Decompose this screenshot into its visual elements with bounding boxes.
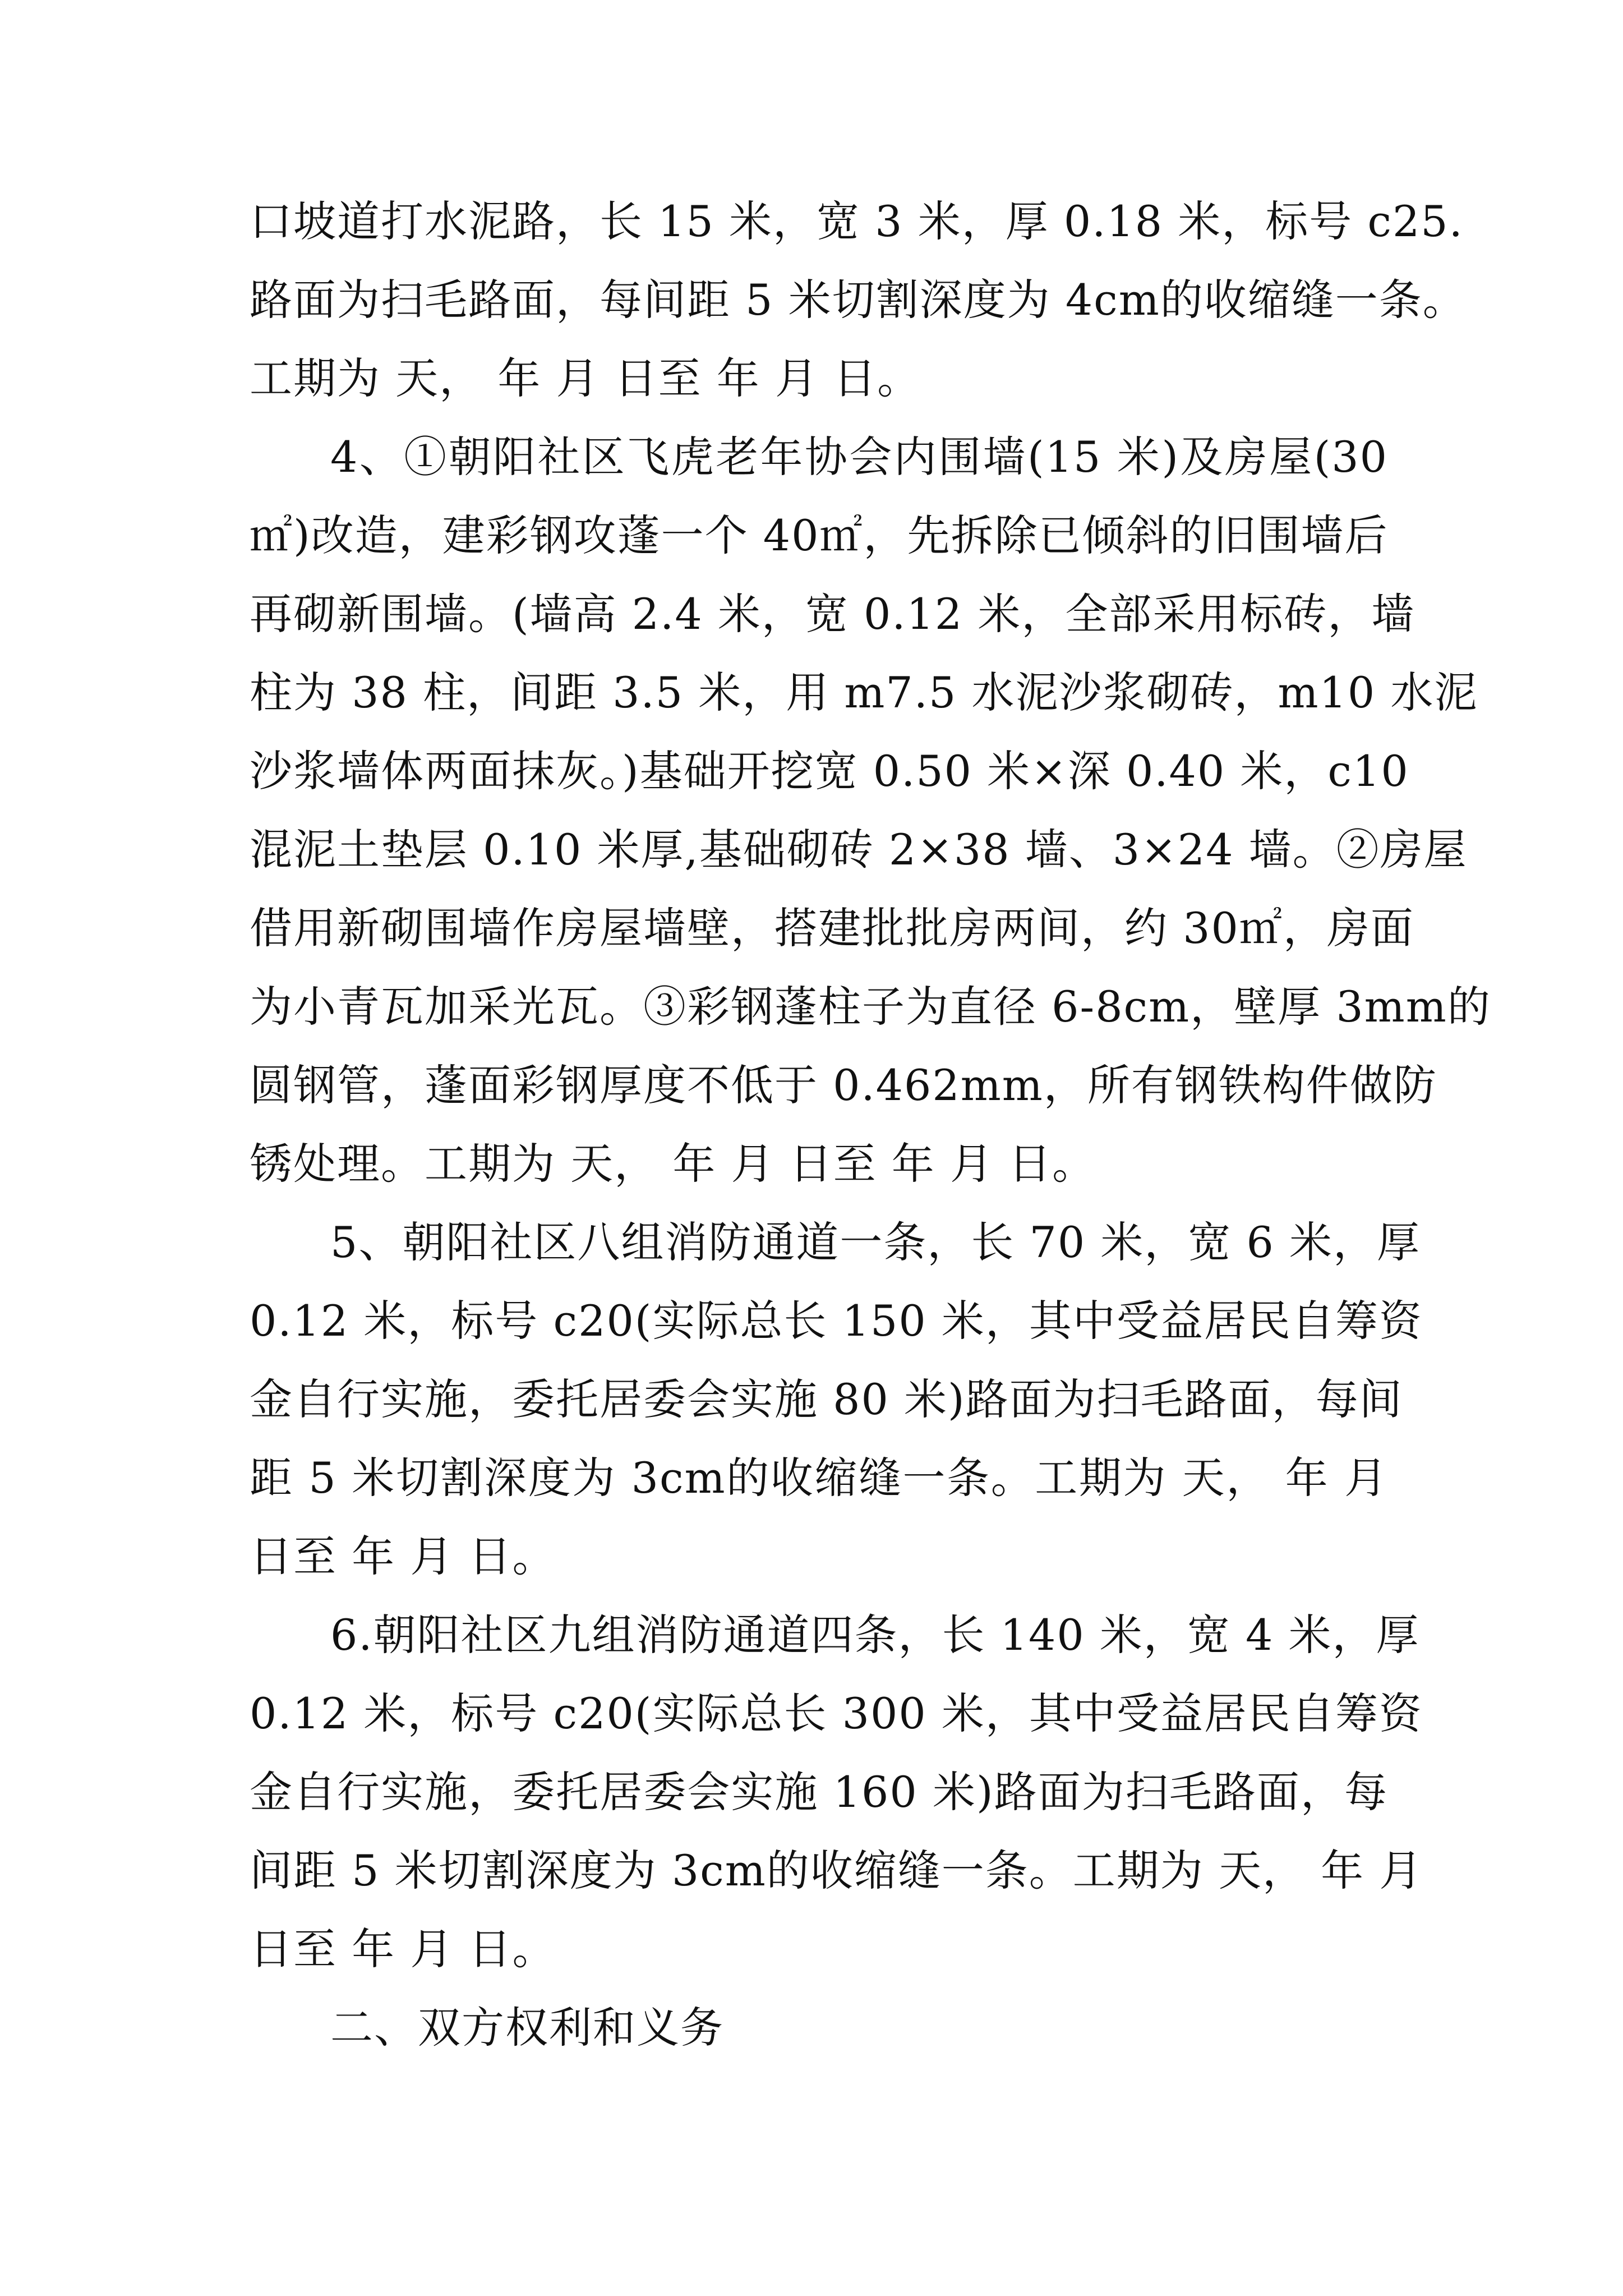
section-heading: 二、双方权利和义务 xyxy=(330,2003,724,2053)
text-line: 口坡道打水泥路，长 15 米，宽 3 米，厚 0.18 米，标号 c25. xyxy=(250,196,1464,246)
text-line: 金自行实施，委托居委会实施 80 米)路面为扫毛路面，每间 xyxy=(250,1374,1403,1424)
text-line: 沙浆墙体两面抹灰。)基础开挖宽 0.50 米×深 0.40 米，c10 xyxy=(250,746,1409,796)
text-line: ㎡)改造，建彩钢攻蓬一个 40㎡，先拆除已倾斜的旧围墙后 xyxy=(250,510,1389,560)
text-line: 为小青瓦加采光瓦。③彩钢蓬柱子为直径 6-8cm，壁厚 3mm的 xyxy=(250,982,1491,1032)
paragraph-6-start: 6.朝阳社区九组消防通道四条，长 140 米，宽 4 米，厚 xyxy=(330,1610,1420,1660)
paragraph-5-start: 5、朝阳社区八组消防通道一条，长 70 米，宽 6 米，厚 xyxy=(330,1217,1421,1267)
text-line: 金自行实施，委托居委会实施 160 米)路面为扫毛路面，每 xyxy=(250,1767,1388,1817)
text-line: 工期为 天， 年 月 日至 年 月 日。 xyxy=(250,353,921,403)
text-line: 再砌新围墙。(墙高 2.4 米，宽 0.12 米，全部采用标砖，墙 xyxy=(250,589,1415,639)
text-line: 借用新砌围墙作房屋墙壁，搭建批批房两间，约 30㎡，房面 xyxy=(250,903,1414,953)
text-line: 路面为扫毛路面，每间距 5 米切割深度为 4cm的收缩缝一条。 xyxy=(250,275,1467,325)
text-line: 日至 年 月 日。 xyxy=(250,1531,556,1581)
text-line: 圆钢管，蓬面彩钢厚度不低于 0.462mm，所有钢铁构件做防 xyxy=(250,1060,1437,1110)
text-line: 锈处理。工期为 天， 年 月 日至 年 月 日。 xyxy=(250,1139,1096,1189)
text-line: 日至 年 月 日。 xyxy=(250,1924,556,1974)
text-line: 0.12 米，标号 c20(实际总长 150 米，其中受益居民自筹资 xyxy=(250,1296,1423,1346)
paragraph-4-start: 4、①朝阳社区飞虎老年协会内围墙(15 米)及房屋(30 xyxy=(330,432,1388,482)
text-line: 柱为 38 柱，间距 3.5 米，用 m7.5 水泥沙浆砌砖，m10 水泥 xyxy=(250,668,1478,717)
document-body xyxy=(250,182,1491,2067)
text-line: 距 5 米切割深度为 3cm的收缩缝一条。工期为 天， 年 月 xyxy=(250,1453,1388,1503)
text-line: 混泥土垫层 0.10 米厚,基础砌砖 2×38 墙、3×24 墙。②房屋 xyxy=(250,825,1468,875)
text-line: 0.12 米，标号 c20(实际总长 300 米，其中受益居民自筹资 xyxy=(250,1688,1423,1738)
text-line: 间距 5 米切割深度为 3cm的收缩缝一条。工期为 天， 年 月 xyxy=(250,1846,1423,1895)
